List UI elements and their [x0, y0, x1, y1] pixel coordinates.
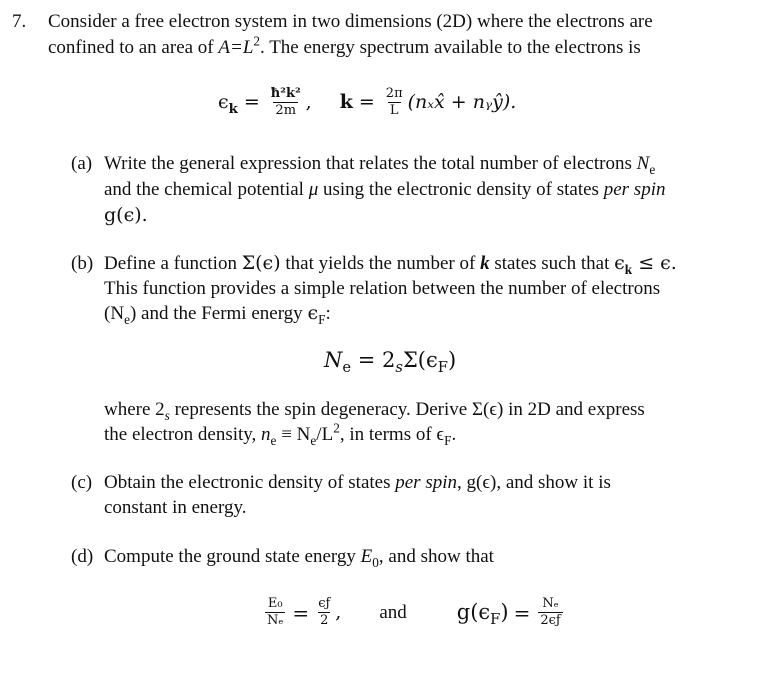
part-b-line5: the electron density, $n_e \equiv N_e/L^2$, in terms of $\epsilon_F$.	[104, 420, 457, 448]
hbar-fraction: $\frac{\text{ħ²k²}}{2m}$	[270, 86, 301, 118]
intro-text-a: confined to an area of	[48, 37, 219, 58]
problem-intro-line1: Consider a free electron system in two dimensions (2D) where the electrons are	[48, 11, 653, 32]
k-vector: k	[339, 91, 353, 113]
part-b-label: (b)	[71, 253, 94, 274]
part-d-line1: Compute the ground state energy $E_0$, and show that	[104, 546, 494, 570]
part-c-line2: constant in energy.	[104, 497, 247, 518]
area-exponent: 2	[253, 33, 261, 49]
comma: ,	[305, 91, 312, 113]
part-b-line4: where $2_s$ represents the spin degeneracy. Derive Σ(ϵ) in 2D and express	[104, 399, 645, 423]
part-a-line3: g(ϵ).	[104, 204, 148, 226]
part-b-line3: $(N_e)$ and the Fermi energy $\epsilon_F$:	[104, 302, 331, 327]
part-c-label: (c)	[71, 472, 93, 493]
and-word: and	[379, 602, 407, 623]
part-a-line1: Write the general expression that relates the total number of electrons $N_e$	[104, 153, 656, 177]
intro-text-b: . The energy spectrum available to the electrons is	[260, 37, 641, 58]
part-b-line1: Define a function Σ(ϵ) that yields the number of k states such that $\epsilon_k \le \epsilon$.	[104, 252, 677, 277]
two-pi-fraction: $\frac{2\pi}{L}$	[385, 86, 403, 118]
equals-sign-2: =	[358, 91, 375, 113]
ef-over-two-fraction: $\frac{\epsilon ƒ}{2}$	[318, 596, 331, 628]
part-a-label: (a)	[71, 153, 93, 174]
e0-over-ne-fraction: $\frac{\text{E₀}}{\text{Nₑ}}$	[267, 596, 284, 628]
ground-state-equations: $\frac{\text{E₀}}{\text{Nₑ}}$ = $\frac{\epsilon ƒ}{2}$ , and $g(\epsilon_F)$ = $\frac{\text{Nₑ}}{2\epsilon ƒ}$	[267, 596, 561, 629]
area-symbol: A=L	[218, 37, 254, 58]
problem-number: 7.	[12, 11, 27, 32]
problem-intro-line2	[48, 33, 641, 58]
part-b-line2: This function provides a simple relation between the number of electrons	[104, 278, 661, 299]
fermi-count-equation: $N_e = 2_s\Sigma(\epsilon_F)$	[324, 348, 457, 377]
equals-sign: =	[243, 91, 260, 113]
g-of-ef: $g(\epsilon_F)$	[456, 600, 509, 629]
part-c-line1: Obtain the electronic density of states per spin, g(ϵ), and show it is	[104, 472, 611, 493]
ne-over-2ef-fraction: $\frac{\text{Nₑ}}{2\epsilon ƒ}$	[540, 596, 561, 628]
part-a-line2: and the chemical potential μ using the electronic density of states per spin	[104, 179, 666, 200]
k-components: (nₓx̂ + nᵧŷ).	[407, 91, 517, 113]
epsilon-k: $\epsilon_k$	[218, 91, 238, 117]
energy-spectrum-equation	[218, 86, 516, 119]
part-d-label: (d)	[71, 546, 94, 567]
